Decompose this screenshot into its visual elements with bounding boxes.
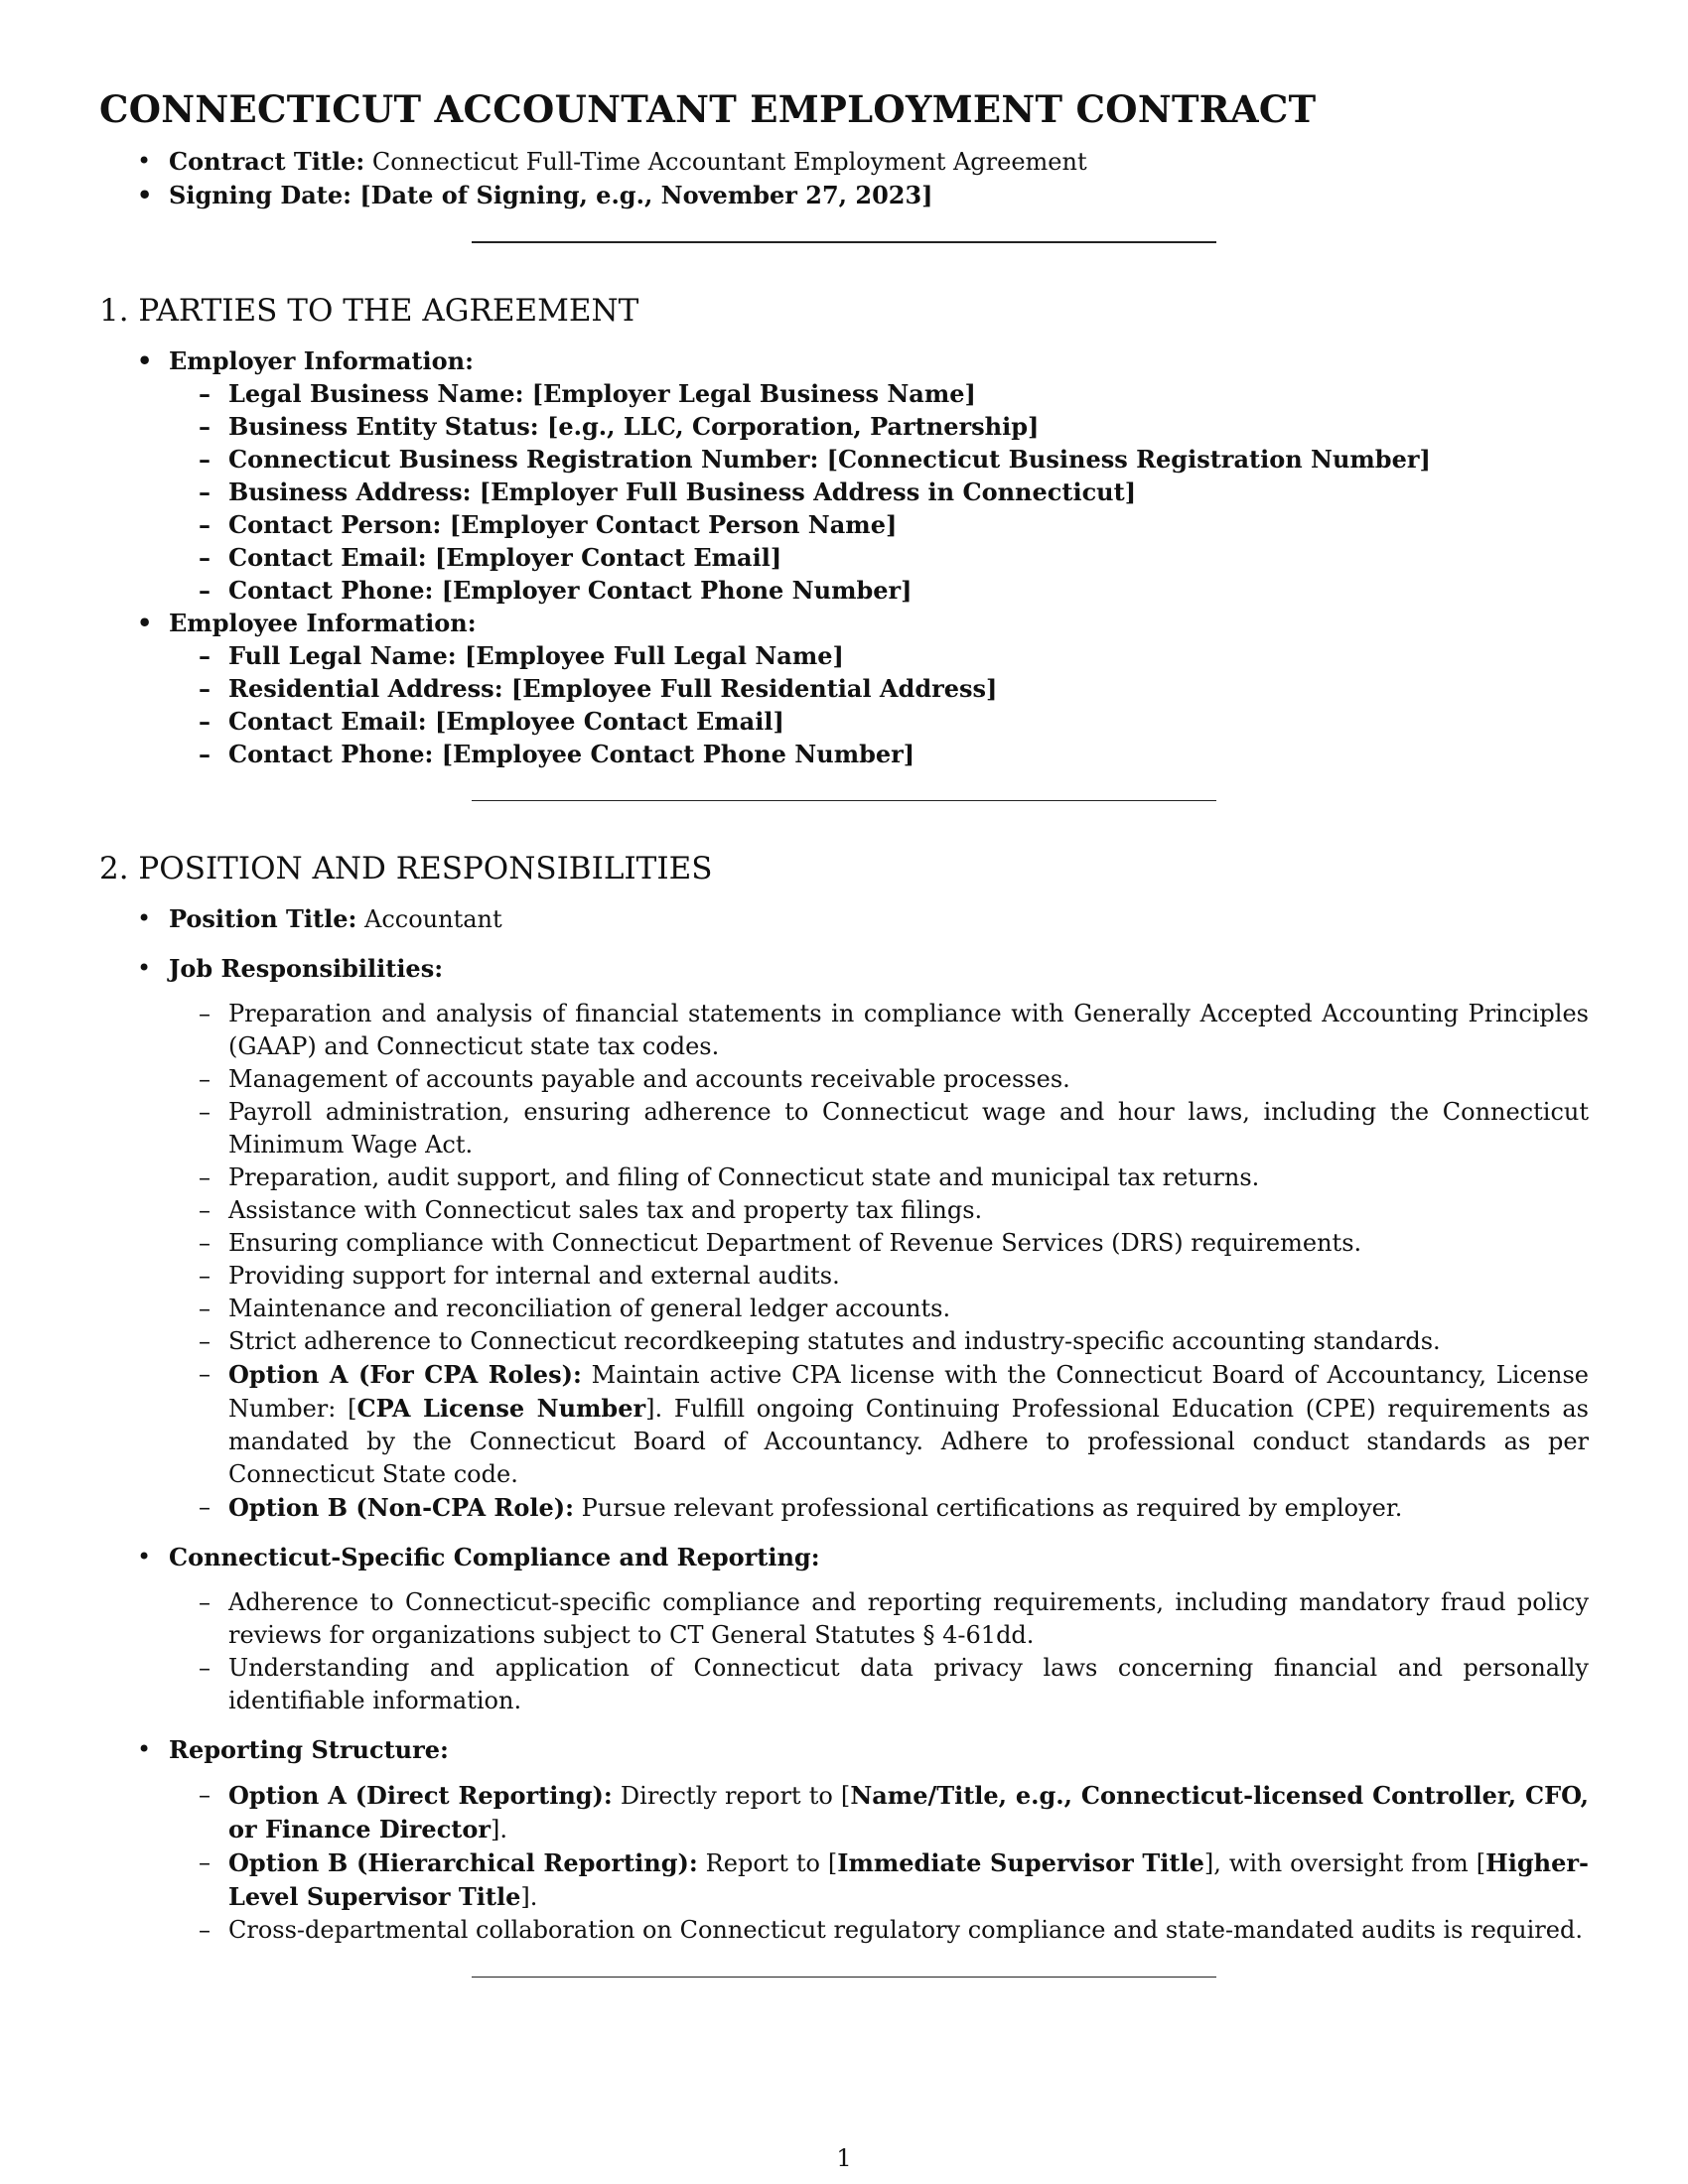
cpa-option-a-label: Option A (For CPA Roles): — [228, 1360, 582, 1389]
cpa-option-b-text: Pursue relevant professional certifications as required by employer. — [574, 1494, 1403, 1522]
compliance-entry: – Adherence to Connecticut-specific compliance and reporting requirements, including mandatory fraud policy reviews for organizations subject to CT General Statutes § 4-61dd. — [169, 1586, 1589, 1652]
job-item: – Preparation and analysis of financial statements in compliance with Generally Accepted Accounting Principles (GAAP) and Connecticut state tax codes. — [169, 998, 1589, 1063]
employer-field: – Legal Business Name: [Employer Legal Business Name] — [169, 377, 1589, 410]
employer-field: – Business Entity Status: [e.g., LLC, Corporation, Partnership] — [169, 410, 1589, 443]
cpa-option-b-label: Option B (Non-CPA Role): — [228, 1493, 574, 1522]
reporting-option-b-text1: Report to [ — [697, 1849, 838, 1877]
job-item: – Management of accounts payable and accounts receivable processes. — [169, 1063, 1589, 1096]
employee-info-label: Employee Information: — [169, 609, 477, 637]
position-list — [99, 902, 1589, 1947]
employer-field: – Contact Phone: [Employer Contact Phone Number] — [169, 574, 1589, 607]
reporting-option-b-end: ]. — [520, 1883, 538, 1911]
employer-field: – Contact Email: [Employer Contact Email] — [169, 541, 1589, 574]
contract-title-item — [99, 145, 1589, 179]
employee-field: – Full Legal Name: [Employee Full Legal Name] — [169, 639, 1589, 672]
job-responsibilities-item — [99, 952, 1589, 1525]
job-responsibilities-list — [169, 998, 1589, 1525]
position-title-item — [99, 902, 1589, 936]
signing-date-value: [Date of Signing, e.g., November 27, 2023] — [359, 181, 933, 209]
job-item: – Providing support for internal and external audits. — [169, 1260, 1589, 1293]
employer-info-list — [169, 377, 1589, 607]
reporting-option-a-text: Directly report to [ — [612, 1782, 851, 1810]
job-item: – Strict adherence to Connecticut recordkeeping statutes and industry-specific accounting standards. — [169, 1325, 1589, 1358]
cpa-option-a-text1: Maintain active CPA license with the Connecticut Board of Accountancy, License Number: [ — [228, 1361, 1589, 1423]
job-item: – Maintenance and reconciliation of general ledger accounts. — [169, 1293, 1589, 1325]
divider — [472, 241, 1216, 243]
reporting-collaboration: – Cross-departmental collaboration on Connecticut regulatory compliance and state-mandated audits is required. — [169, 1914, 1589, 1947]
reporting-structure-item — [99, 1733, 1589, 1947]
divider — [472, 800, 1216, 801]
reporting-option-a — [169, 1779, 1589, 1846]
employee-field: – Contact Phone: [Employee Contact Phone Number] — [169, 738, 1589, 770]
document-page — [99, 87, 1589, 2027]
position-title-label: Position Title: — [169, 904, 357, 933]
employer-field: – Business Address: [Employer Full Business Address in Connecticut] — [169, 476, 1589, 508]
cpa-license-number: CPA License Number — [356, 1394, 646, 1423]
employee-info-item — [99, 607, 1589, 770]
header-list — [99, 145, 1589, 211]
cpa-option-a-text2: ]. Fulfill ongoing Continuing Professional Education (CPE) requirements as mandated by the Connecticut Board of Accountancy. Adhere to professional conduct standards as per Connecticut State code. — [228, 1395, 1589, 1488]
job-item: – Payroll administration, ensuring adherence to Connecticut wage and hour laws, including the Connecticut Minimum Wage Act. — [169, 1096, 1589, 1161]
employee-info-list — [169, 639, 1589, 770]
section1-heading: 1. PARTIES TO THE AGREEMENT — [99, 293, 639, 329]
reporting-option-b-immediate: Immediate Supervisor Title — [837, 1848, 1204, 1877]
contract-title-value: Connecticut Full-Time Accountant Employment Agreement — [371, 148, 1087, 176]
cpa-option-a-item — [169, 1358, 1589, 1491]
reporting-option-a-name: Name/Title, e.g., Connecticut-licensed Controller, CFO, or Finance Director — [228, 1781, 1589, 1843]
employer-field: – Contact Person: [Employer Contact Person Name] — [169, 508, 1589, 541]
reporting-option-b — [169, 1846, 1589, 1914]
compliance-item — [99, 1541, 1589, 1717]
reporting-option-b-text2: ], with oversight from [ — [1203, 1849, 1486, 1877]
reporting-option-b-label: Option B (Hierarchical Reporting): — [228, 1848, 698, 1877]
section2-heading: 2. POSITION AND RESPONSIBILITIES — [99, 851, 713, 887]
reporting-option-a-end: ]. — [491, 1816, 508, 1843]
position-title-value: Accountant — [364, 905, 502, 933]
job-item: – Ensuring compliance with Connecticut Department of Revenue Services (DRS) requirements. — [169, 1227, 1589, 1260]
employer-info-item — [99, 344, 1589, 607]
parties-list — [99, 344, 1589, 770]
reporting-option-b-higher: Higher-Level Supervisor Title — [228, 1848, 1590, 1911]
compliance-list — [169, 1586, 1589, 1717]
reporting-structure-list — [169, 1779, 1589, 1947]
job-responsibilities-label: Job Responsibilities: — [169, 954, 444, 983]
compliance-label: Connecticut-Specific Compliance and Reporting: — [169, 1543, 820, 1571]
compliance-entry: – Understanding and application of Connecticut data privacy laws concerning financial and personally identifiable information. — [169, 1652, 1589, 1717]
job-item: – Preparation, audit support, and filing of Connecticut state and municipal tax returns. — [169, 1161, 1589, 1194]
document-title: CONNECTICUT ACCOUNTANT EMPLOYMENT CONTRACT — [99, 87, 1317, 131]
employee-field: – Contact Email: [Employee Contact Email] — [169, 705, 1589, 738]
reporting-structure-label: Reporting Structure: — [169, 1735, 449, 1764]
employer-info-label: Employer Information: — [169, 346, 474, 375]
signing-date-label: Signing Date: — [169, 181, 352, 209]
signing-date-item — [99, 179, 1589, 211]
cpa-option-b-item — [169, 1491, 1589, 1525]
page-number: 1 — [836, 2144, 852, 2172]
employer-field: – Connecticut Business Registration Number: [Connecticut Business Registration Number] — [169, 443, 1589, 476]
reporting-option-a-label: Option A (Direct Reporting): — [228, 1781, 613, 1810]
contract-title-label: Contract Title: — [169, 147, 365, 176]
job-item: – Assistance with Connecticut sales tax and property tax filings. — [169, 1194, 1589, 1227]
employee-field: – Residential Address: [Employee Full Residential Address] — [169, 672, 1589, 705]
divider — [472, 1977, 1216, 1978]
